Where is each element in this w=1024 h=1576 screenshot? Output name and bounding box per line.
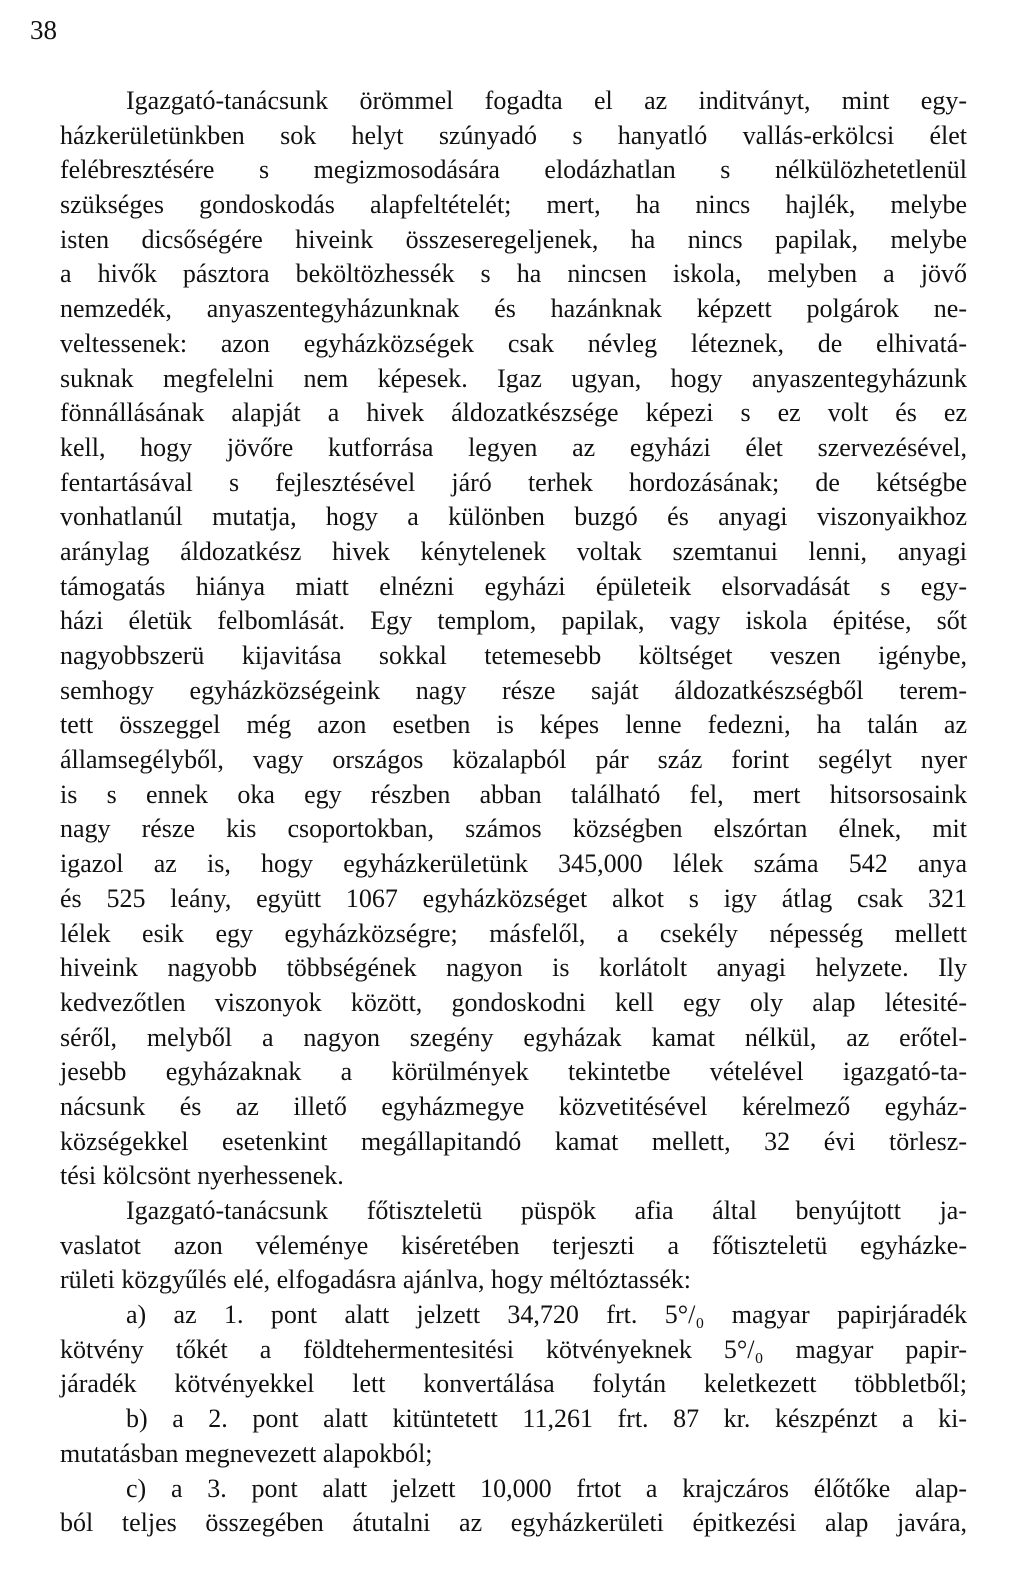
text-line: semhogy egyházközségeink nagy része saját áldozatkészségből terem- (60, 675, 967, 705)
text-line: felébresztésére s megizmosodására elodázhatlan s nélkülözhetetlenül (60, 155, 967, 185)
text-line: támogatás hiánya miatt elnézni egyházi épületeik elsorvadását s egy- (60, 571, 967, 601)
text-line: veltessenek: azon egyházközségek csak névleg léteznek, de elhivatá- (60, 328, 967, 358)
text-line: mutatásban megnevezett alapokból; (60, 1438, 433, 1468)
text-line: a) az 1. pont alatt jelzett 34,720 frt. 5°/₀ magyar papirjáradék (126, 1300, 967, 1330)
text-line: Igazgató-tanácsunk örömmel fogadta el az inditványt, mint egy- (126, 86, 967, 115)
text-line: vaslatot azon véleménye kiséretében terjeszti a főtiszteletü egyházke- (60, 1230, 967, 1260)
text-line: járadék kötvényekkel lett konvertálása folytán keletkezett többletből; (60, 1369, 967, 1399)
text-line: isten dicsőségére hiveink összeseregeljenek, ha nincs papilak, melybe (60, 224, 967, 254)
text-line: kell, hogy jövőre kutforrása legyen az egyházi élet szervezésével, (60, 432, 967, 462)
text-line: tési kölcsönt nyerhessenek. (60, 1161, 344, 1191)
text-line: szükséges gondoskodás alapfeltételét; mert, ha nincs hajlék, melybe (60, 190, 967, 220)
text-line: b) a 2. pont alatt kitüntetett 11,261 frt. 87 kr. készpénzt a ki- (126, 1404, 967, 1434)
text-line: suknak megfelelni nem képesek. Igaz ugyan, hogy anyaszentegyházunk (60, 363, 967, 393)
text-line: kedvezőtlen viszonyok között, gondoskodni kell egy oly alap létesité- (60, 987, 967, 1017)
text-line: tett összeggel még azon esetben is képes lenne fedezni, ha talán az (60, 710, 967, 740)
text-line: hiveink nagyobb többségének nagyon is korlátolt anyagi helyzete. Ily (60, 953, 967, 983)
text-line: is s ennek oka egy részben abban található fel, mert hitsorsosaink (60, 779, 967, 809)
text-line: házi életük felbomlását. Egy templom, papilak, vagy iskola épitése, sőt (60, 606, 967, 636)
text-line: és 525 leány, együtt 1067 egyházközséget alkot s igy átlag csak 321 (60, 883, 967, 913)
text-line: a hivők pásztora beköltözhessék s ha nincsen iskola, melyben a jövő (60, 259, 967, 289)
text-line: igazol az is, hogy egyházkerületünk 345,000 lélek száma 542 anya (60, 849, 967, 879)
body-text (60, 84, 967, 1541)
text-line: rületi közgyűlés elé, elfogadásra ajánlva, hogy méltóztassék: (60, 1265, 691, 1295)
text-line: vonhatlanúl mutatja, hogy a különben buzgó és anyagi viszonyaikhoz (60, 502, 967, 532)
text-line: nemzedék, anyaszentegyházunknak és hazánknak képzett polgárok ne- (60, 294, 967, 324)
text-line: nácsunk és az illető egyházmegye közvetitésével kérelmező egyház- (60, 1091, 967, 1121)
text-line: fönnállásának alapját a hivek áldozatkészsége képezi s ez volt és ez (60, 398, 967, 428)
text-line: jesebb egyházaknak a körülmények tekintetbe vételével igazgató-ta- (60, 1057, 967, 1087)
text-line: államsegélyből, vagy országos közalapból pár száz forint segélyt nyer (60, 745, 967, 775)
text-line: Igazgató-tanácsunk főtiszteletü püspök afia által benyújtott ja- (126, 1196, 967, 1225)
text-line: aránylag áldozatkész hivek kénytelenek voltak szemtanui lenni, anyagi (60, 536, 967, 566)
text-line: c) a 3. pont alatt jelzett 10,000 frtot a krajczáros élőtőke alap- (126, 1473, 967, 1503)
text-line: nagy része kis csoportokban, számos községben elszórtan élnek, mit (60, 814, 967, 844)
text-line: községekkel esetenkint megállapitandó kamat mellett, 32 évi törlesz- (60, 1126, 967, 1156)
text-line: fentartásával s fejlesztésével járó terhek hordozásának; de kétségbe (60, 467, 967, 497)
page-number: 38 (30, 15, 57, 45)
text-line: kötvény tőkét a földtehermentesitési kötvényeknek 5°/₀ magyar papir- (60, 1334, 967, 1364)
text-line: nagyobbszerü kijavitása sokkal tetemesebb költséget veszen igénybe, (60, 641, 967, 670)
text-line: lélek esik egy egyházközségre; másfelől, a csekély népesség mellett (60, 918, 967, 948)
text-line: ból teljes összegében átutalni az egyházkerületi épitkezési alap javára, (60, 1508, 967, 1538)
text-line: házkerületünkben sok helyt szúnyadó s hanyatló vallás-erkölcsi élet (60, 120, 967, 150)
text-line: séről, melyből a nagyon szegény egyházak kamat nélkül, az erőtel- (60, 1022, 967, 1052)
